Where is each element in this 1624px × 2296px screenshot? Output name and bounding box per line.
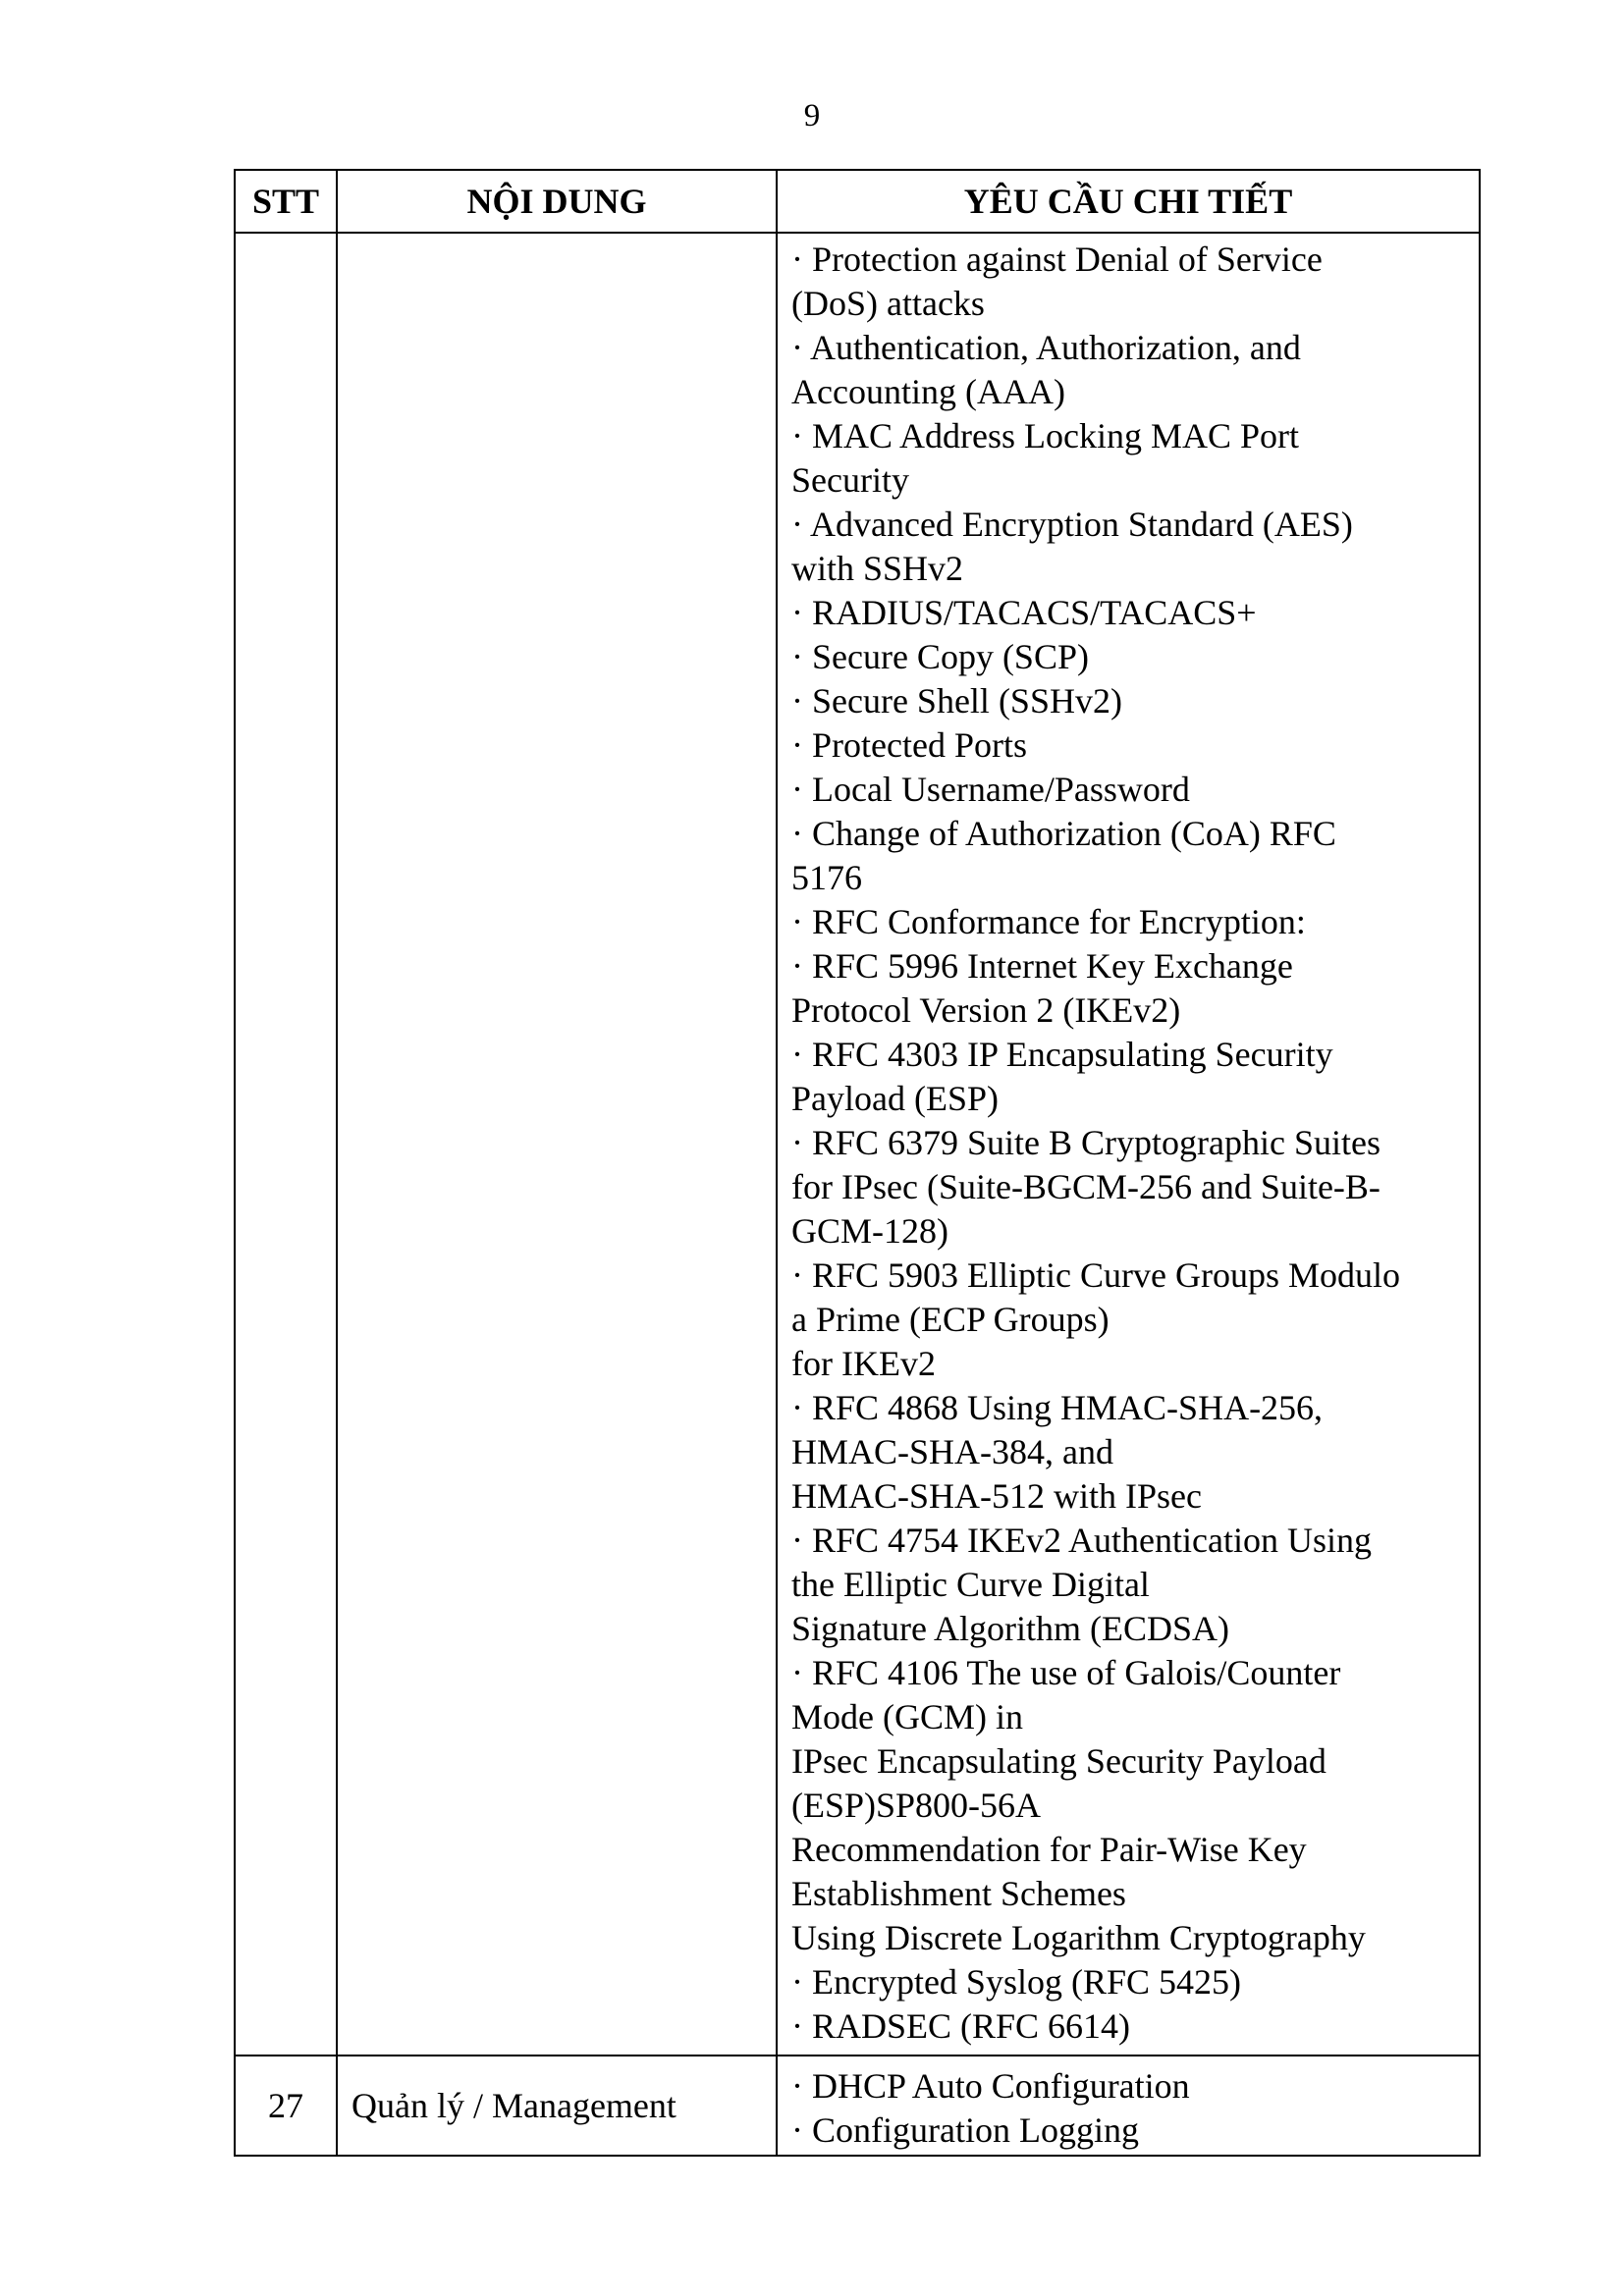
- detail-line: the Elliptic Curve Digital: [791, 1565, 1150, 1604]
- header-content: NỘI DUNG: [337, 170, 777, 233]
- detail-line: · RFC 4754 IKEv2 Authentication Using: [791, 1521, 1372, 1560]
- detail-line: · RFC 5996 Internet Key Exchange: [791, 946, 1293, 986]
- detail-line: Using Discrete Logarithm Cryptography: [791, 1918, 1366, 1957]
- page-number: 9: [803, 98, 821, 133]
- detail-line: with SSHv2: [791, 549, 964, 588]
- detail-line: · MAC Address Locking MAC Port: [791, 416, 1300, 455]
- detail-line: Recommendation for Pair-Wise Key: [791, 1830, 1307, 1869]
- detail-line: · RFC 5903 Elliptic Curve Groups Modulo: [791, 1255, 1400, 1295]
- row-stt-cell: [235, 233, 337, 2056]
- detail-line: · Secure Copy (SCP): [791, 637, 1089, 676]
- detail-line: Accounting (AAA): [791, 372, 1065, 411]
- detail-line: Establishment Schemes: [791, 1874, 1126, 1913]
- table-header-row: [235, 170, 1480, 233]
- detail-line: · RADIUS/TACACS/TACACS+: [791, 593, 1257, 632]
- detail-line: · Advanced Encryption Standard (AES): [791, 505, 1353, 544]
- detail-line: · RFC Conformance for Encryption:: [791, 902, 1306, 941]
- header-detail: YÊU CẦU CHI TIẾT: [777, 170, 1480, 233]
- detail-line: Protocol Version 2 (IKEv2): [791, 990, 1181, 1030]
- row-stt-cell: 27: [235, 2056, 337, 2156]
- detail-line: · Encrypted Syslog (RFC 5425): [791, 1962, 1241, 2002]
- row-content-cell: [337, 233, 777, 2056]
- detail-line: a Prime (ECP Groups): [791, 1300, 1110, 1339]
- detail-line: · Protected Ports: [791, 725, 1027, 765]
- header-stt: STT: [235, 170, 337, 233]
- row-content-cell: Quản lý / Management: [337, 2056, 777, 2156]
- detail-line: · DHCP Auto Configuration: [791, 2066, 1190, 2106]
- detail-line: · RFC 4868 Using HMAC-SHA-256,: [791, 1388, 1324, 1427]
- detail-line: · Secure Shell (SSHv2): [791, 681, 1122, 721]
- detail-line: IPsec Encapsulating Security Payload: [791, 1741, 1326, 1781]
- detail-line: Mode (GCM) in: [791, 1697, 1023, 1736]
- detail-line: GCM-128): [791, 1211, 948, 1251]
- detail-line: · Change of Authorization (CoA) RFC: [791, 814, 1336, 853]
- detail-line: Signature Algorithm (ECDSA): [791, 1609, 1229, 1648]
- table-row: [235, 233, 1480, 2056]
- row-detail-cell: [777, 2056, 1480, 2156]
- spec-table: [234, 169, 1481, 2157]
- detail-line: · RFC 6379 Suite B Cryptographic Suites: [791, 1123, 1381, 1162]
- detail-line: (ESP)SP800-56A: [791, 1786, 1042, 1825]
- detail-line: · Authentication, Authorization, and: [791, 328, 1301, 367]
- detail-line: Security: [791, 460, 909, 500]
- detail-line: · RFC 4106 The use of Galois/Counter: [791, 1653, 1341, 1692]
- detail-line: · RFC 4303 IP Encapsulating Security: [791, 1035, 1333, 1074]
- row-detail-cell: [777, 233, 1480, 2056]
- detail-line: · Local Username/Password: [791, 770, 1190, 809]
- detail-line: HMAC-SHA-384, and: [791, 1432, 1113, 1471]
- detail-line: for IPsec (Suite-BGCM-256 and Suite-B-: [791, 1167, 1380, 1206]
- detail-line: · RADSEC (RFC 6614): [791, 2006, 1131, 2046]
- detail-line: (DoS) attacks: [791, 284, 985, 323]
- detail-line: HMAC-SHA-512 with IPsec: [791, 1476, 1202, 1516]
- detail-line: Payload (ESP): [791, 1079, 999, 1118]
- detail-line: for IKEv2: [791, 1344, 936, 1383]
- table-row: [235, 2056, 1480, 2156]
- detail-line: 5176: [791, 858, 862, 897]
- detail-line: · Configuration Logging: [791, 2110, 1139, 2150]
- detail-line: · Protection against Denial of Service: [791, 240, 1323, 279]
